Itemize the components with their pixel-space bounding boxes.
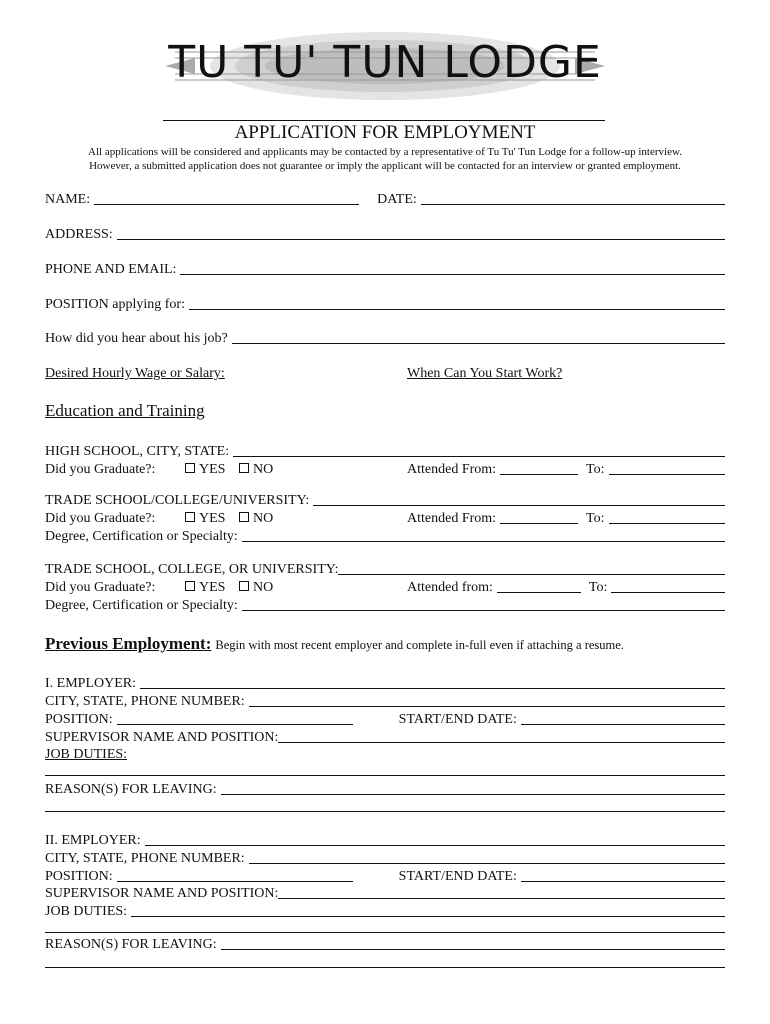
employer2-position-row [45,867,725,885]
reason-field[interactable] [221,949,725,950]
company-logo [165,28,605,122]
intro-note-line-1: All applications will be considered and applicants may be contacted by a representative of Tu Tu' Tun Lodge for a follow-up interview. [88,146,682,158]
address-field[interactable] [117,239,725,240]
city-field[interactable] [249,863,725,864]
trade2-field[interactable] [338,574,725,575]
trade1-no-option[interactable] [239,511,407,527]
yes-label: YES [199,462,226,477]
phone-email-field[interactable] [180,274,725,275]
employer2-supervisor-row [45,884,725,902]
supervisor-label: SUPERVISOR NAME AND POSITION: [45,730,279,745]
graduate-label: Did you Graduate?: [45,462,156,477]
employer2-city-row [45,849,725,867]
trade2-no-option[interactable] [239,580,407,596]
attended-to-field[interactable] [609,523,725,524]
trade1-yes-option[interactable] [185,511,239,527]
title-rule [163,120,605,121]
attended-from-field[interactable] [500,523,578,524]
wage-label: Desired Hourly Wage or Salary: [45,366,225,381]
hs-grad-row [45,460,725,478]
yes-label: YES [199,580,226,595]
employment-heading-row [45,634,624,654]
reason-label: REASON(S) FOR LEAVING: [45,782,217,797]
duties-label: JOB DUTIES: [45,747,128,762]
checkbox-icon [239,581,249,591]
reason-extra-line[interactable] [45,967,725,968]
trade1-field[interactable] [313,505,725,506]
employment-heading: Previous Employment: [45,634,212,653]
duties-label: JOB DUTIES: [45,904,128,919]
supervisor-field[interactable] [278,742,725,743]
address-row [45,225,725,243]
attended-label: Attended From: [407,511,497,526]
employer2-row [45,831,725,849]
name-field[interactable] [94,204,359,205]
logo-text: TU TU' TUN LODGE [168,37,602,88]
trade2-label: TRADE SCHOOL, COLLEGE, OR UNIVERSITY: [45,562,339,577]
hs-label: HIGH SCHOOL, CITY, STATE: [45,444,230,459]
name-label: NAME: [45,192,91,207]
position-field[interactable] [117,881,353,882]
trade2-row [45,560,725,578]
trade1-degree-row [45,527,725,545]
duties-field[interactable] [131,916,725,917]
city-label: CITY, STATE, PHONE NUMBER: [45,694,245,709]
trade2-grad-row [45,578,725,596]
trade1-label: TRADE SCHOOL/COLLEGE/UNIVERSITY: [45,493,310,508]
wage-field[interactable] [45,366,407,382]
education-heading: Education and Training [45,401,205,420]
yes-label: YES [199,511,226,526]
attended-to-field[interactable] [609,474,725,475]
address-label: ADDRESS: [45,227,113,242]
startend-field[interactable] [521,724,725,725]
city-label: CITY, STATE, PHONE NUMBER: [45,851,245,866]
employer-label: I. EMPLOYER: [45,676,136,691]
employer1-position-row [45,710,725,728]
checkbox-icon [239,463,249,473]
hear-row [45,329,725,347]
employer2-duties-row [45,902,725,920]
degree-field[interactable] [242,610,725,611]
no-label: NO [253,462,274,477]
attended-from-field[interactable] [500,474,578,475]
hear-about-label: How did you hear about his job? [45,331,228,346]
employer1-city-row [45,692,725,710]
hs-yes-option[interactable] [185,462,239,478]
position-field[interactable] [117,724,353,725]
no-label: NO [253,511,274,526]
checkbox-icon [185,463,195,473]
checkbox-icon [185,581,195,591]
position-label: POSITION: [45,712,113,727]
degree-label: Degree, Certification or Specialty: [45,529,238,544]
checkbox-icon [185,512,195,522]
date-field[interactable] [421,204,725,205]
attended-to-field[interactable] [611,592,725,593]
graduate-label: Did you Graduate?: [45,511,156,526]
position-applying-label: POSITION applying for: [45,297,185,312]
no-label: NO [253,580,274,595]
employer1-supervisor-row [45,728,725,746]
employment-instructions: Begin with most recent employer and complete in-full even if attaching a resume. [215,638,624,652]
employer-label: II. EMPLOYER: [45,833,141,848]
intro-note-line-2: However, a submitted application does not guarantee or imply the applicant will be contacted for an interview or granted employment. [89,160,681,172]
to-label: To: [586,462,605,477]
startend-label: START/END DATE: [398,712,517,727]
degree-label: Degree, Certification or Specialty: [45,598,238,613]
employer-field[interactable] [140,688,725,689]
trade1-row [45,491,725,509]
page-title: APPLICATION FOR EMPLOYMENT [234,122,536,143]
reason-label: REASON(S) FOR LEAVING: [45,937,217,952]
wage-start-row [45,364,725,382]
degree-field[interactable] [242,541,725,542]
start-work-label: When Can You Start Work? [407,366,563,381]
duties-extra-line[interactable] [45,932,725,933]
start-work-field[interactable] [407,366,562,382]
hs-row [45,442,725,460]
employer1-row [45,674,725,692]
supervisor-field[interactable] [278,898,725,899]
employer2-reason-row [45,935,725,953]
hear-about-field[interactable] [232,343,725,344]
trade2-yes-option[interactable] [185,580,239,596]
hs-no-option[interactable] [239,462,407,478]
attended-label: Attended from: [407,580,493,595]
supervisor-label: SUPERVISOR NAME AND POSITION: [45,886,279,901]
reason-field[interactable] [221,794,725,795]
phone-row [45,260,725,278]
employer1-duties-row [45,745,725,763]
startend-field[interactable] [521,881,725,882]
phone-email-label: PHONE AND EMAIL: [45,262,177,277]
attended-label: Attended From: [407,462,497,477]
attended-from-field[interactable] [497,592,581,593]
hs-field[interactable] [233,456,725,457]
position-label: POSITION: [45,869,113,884]
date-label: DATE: [377,192,417,207]
duties-extra-line[interactable] [45,775,725,776]
graduate-label: Did you Graduate?: [45,580,156,595]
employer-field[interactable] [145,845,725,846]
reason-extra-line[interactable] [45,811,725,812]
position-applying-field[interactable] [189,309,725,310]
trade1-grad-row [45,509,725,527]
startend-label: START/END DATE: [398,869,517,884]
to-label: To: [586,511,605,526]
city-field[interactable] [249,706,725,707]
trade2-degree-row [45,596,725,614]
checkbox-icon [239,512,249,522]
to-label: To: [588,580,608,595]
employer1-reason-row [45,780,725,798]
position-row [45,295,725,313]
name-date-row [45,190,725,208]
